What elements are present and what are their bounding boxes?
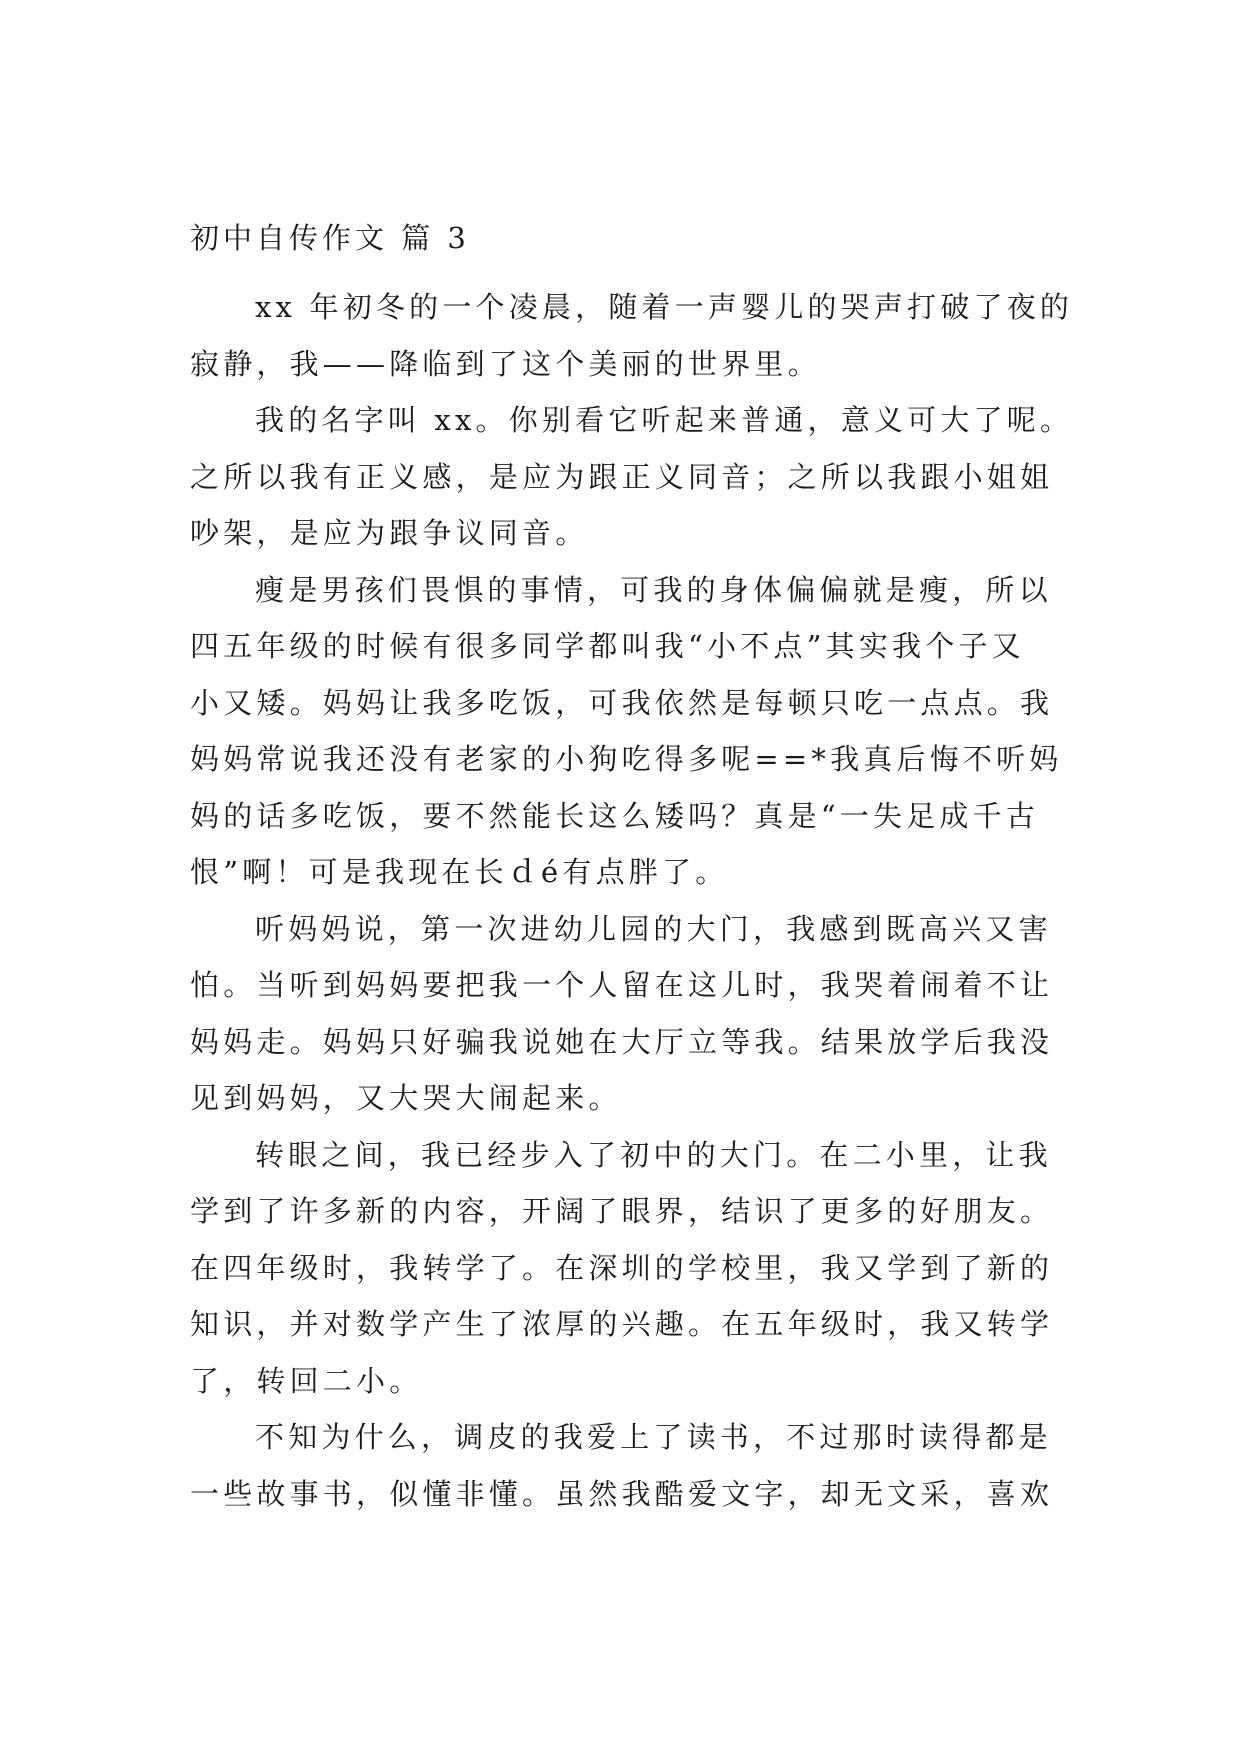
paragraph-line: 四五年级的时候有很多同学都叫我“小不点”其实我个子又 (190, 629, 1025, 663)
paragraph-line: 听妈妈说，第一次进幼儿园的大门，我感到既高兴又害 (255, 912, 1052, 946)
paragraph-line: 了，转回二小。 (190, 1364, 423, 1398)
document-title: 初中自传作文 篇 3 (190, 221, 470, 255)
paragraph-line: 在四年级时，我转学了。在深圳的学校里，我又学到了新的 (190, 1251, 1054, 1285)
paragraph-line: 恨”啊！可是我现在长ｄé有点胖了。 (190, 855, 729, 889)
paragraph-line: 妈的话多吃饭，要不然能长这么矮吗？真是“一失足成千古 (190, 799, 1040, 833)
paragraph-line: 之所以我有正义感，是应为跟正义同音；之所以我跟小姐姐 (190, 460, 1054, 494)
paragraph-line: 妈妈走。妈妈只好骗我说她在大厅立等我。结果放学后我没 (190, 1025, 1054, 1059)
paragraph-line: 一些故事书，似懂非懂。虽然我酷爱文字，却无文采，喜欢 (190, 1477, 1054, 1511)
paragraph-line: 转眼之间，我已经步入了初中的大门。在二小里，让我 (255, 1138, 1052, 1172)
paragraph-line: 小又矮。妈妈让我多吃饭，可我依然是每顿只吃一点点。我 (190, 686, 1054, 720)
paragraph-line: 我的名字叫 xx。你别看它听起来普通，意义可大了呢。 (255, 403, 1074, 437)
paragraph-line: 怕。当听到妈妈要把我一个人留在这儿时，我哭着闹着不让 (190, 968, 1054, 1002)
paragraph-line: 不知为什么，调皮的我爱上了读书，不过那时读得都是 (255, 1420, 1052, 1454)
paragraph-line: xx 年初冬的一个凌晨，随着一声婴儿的哭声打破了夜的 (255, 290, 1074, 324)
paragraph-line: 见到妈妈，又大哭大闹起来。 (190, 1081, 622, 1115)
paragraph-line: 寂静，我——降临到了这个美丽的世界里。 (190, 347, 821, 381)
paragraph-line: 知识，并对数学产生了浓厚的兴趣。在五年级时，我又转学 (190, 1307, 1054, 1341)
paragraph-line: 学到了许多新的内容，开阔了眼界，结识了更多的好朋友。 (190, 1194, 1054, 1228)
paragraph-line: 妈妈常说我还没有老家的小狗吃得多呢==*我真后悔不听妈 (190, 742, 1063, 776)
paragraph-line: 瘦是男孩们畏惧的事情，可我的身体偏偏就是瘦，所以 (255, 573, 1052, 607)
paragraph-line: 吵架，是应为跟争议同音。 (190, 516, 589, 550)
